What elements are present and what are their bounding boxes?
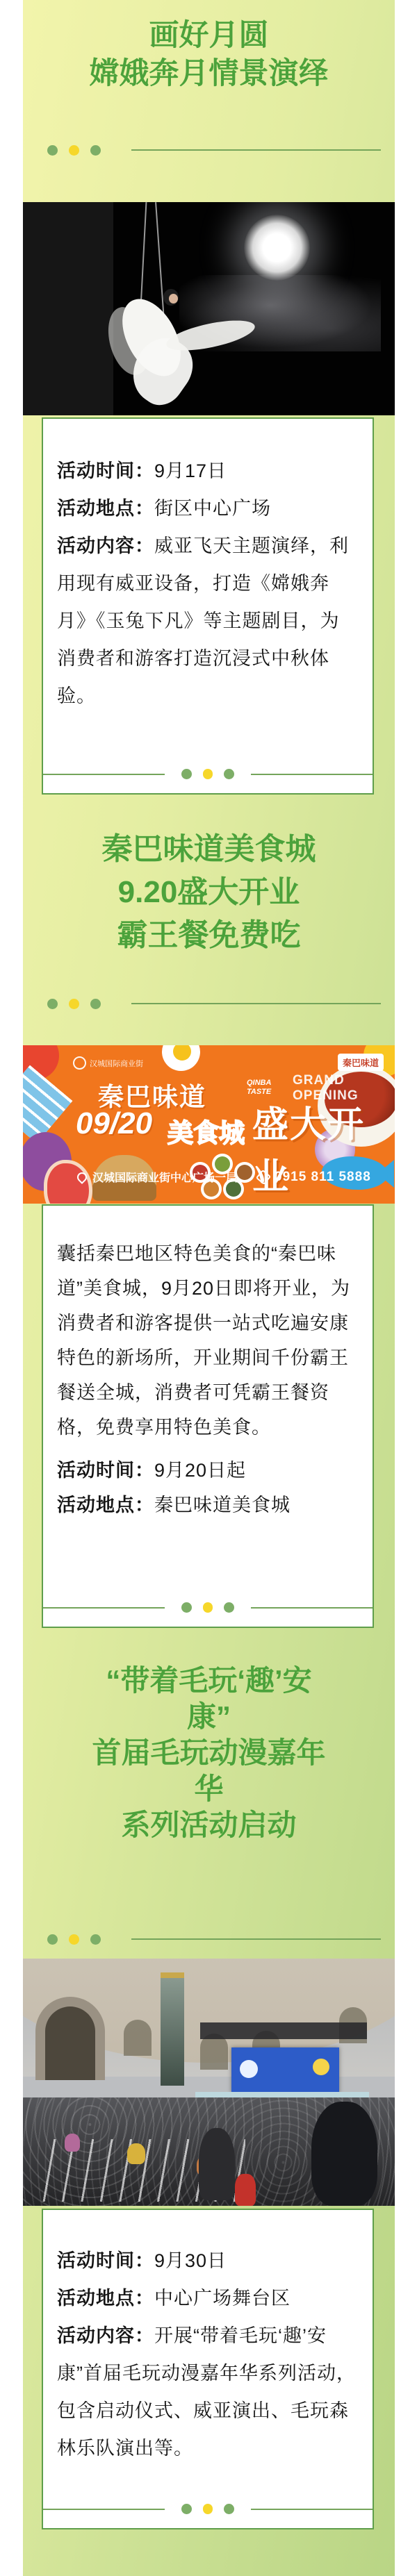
moon-performance-photo[interactable] (23, 202, 395, 415)
divider-dot-green (47, 145, 58, 156)
event-card-3 (42, 2209, 374, 2529)
location-pin-icon (75, 1170, 89, 1184)
title-line: 华 (194, 1772, 224, 1805)
org-logo: 汉城国际商业街 (73, 1056, 143, 1070)
event-content-label: 活动内容： (57, 535, 154, 556)
section3-title (23, 1663, 395, 1843)
title-line: 康” (186, 1700, 231, 1733)
crowd (23, 2097, 395, 2206)
event-content-value: 威亚飞天主题演绎，利用现有威亚设备，打造《嫦娥奔月》《玉兔下凡》等主题剧目，为消费者和游客打造沉浸式中秋体验。 (57, 535, 349, 706)
title-line: “带着毛玩‘趣’安 (106, 1664, 312, 1697)
event-card-2 (42, 1204, 374, 1628)
event-place-label: 活动地点： (57, 498, 154, 519)
divider-dot-green (90, 145, 101, 156)
event-time-value: 9月17日 (154, 460, 227, 481)
title-line: 秦巴味道美食城 (101, 832, 316, 866)
title-line: 嫦娥奔月情景演绎 (89, 57, 329, 90)
glass-elevator-tower (161, 1972, 184, 2086)
card-divider (43, 2504, 373, 2514)
banner-opening: 盛大开业 (252, 1105, 366, 1197)
banner-venue: 美食城 (167, 1119, 245, 1147)
person-silhouette (199, 2128, 235, 2200)
title-line: 画好月圆 (149, 19, 269, 52)
title-line: 首届毛玩动漫嘉年 (92, 1736, 326, 1769)
title-line: 9.20盛大开业 (117, 875, 300, 909)
section2-title (23, 828, 395, 957)
title-divider (47, 1934, 381, 1945)
card-divider (43, 1602, 373, 1613)
event-place-row: 活动地点：中心广场舞台区 (57, 2288, 291, 2309)
event-content-row: 活动内容：开展“带着毛玩‘趣’安康”首届毛玩动漫嘉年华系列活动，包含启动仪式、威亚演出、毛玩森林乐队演出等。 (57, 2325, 356, 2459)
section1-title (23, 17, 395, 93)
banner-footer (77, 1169, 371, 1185)
banner-date: 09/20 (76, 1106, 153, 1140)
content-column (23, 0, 395, 2576)
event-time-label: 活动时间： (57, 460, 154, 481)
stage-light-truss (200, 2022, 367, 2039)
banner-brand: 秦巴味道 (98, 1083, 206, 1111)
event-place-row (57, 490, 359, 527)
card-divider (43, 769, 373, 779)
event-content-row (57, 527, 359, 715)
title-divider (47, 144, 381, 156)
event-card-1 (42, 417, 374, 795)
stone-arch (35, 1997, 105, 2080)
banner-phone: 0915 811 5888 (275, 1169, 371, 1184)
aerial-performer (106, 285, 259, 404)
title-divider (47, 998, 381, 1009)
event-paragraph: 囊括秦巴地区特色美食的“秦巴味道”美食城，9月20日即将开业，为消费者和游客提供一站式吃遍安康特色的新场所，开业期间千份霸王餐送全城，消费者可凭霸王餐资格，免费享用特色美食。 (57, 1243, 351, 1438)
photo-shade (23, 202, 113, 415)
moon-glow (244, 215, 310, 281)
event-place-value: 街区中心广场 (154, 498, 271, 519)
title-line: 霸王餐免费吃 (117, 918, 301, 952)
brand-seal: 秦巴味道 (338, 1054, 384, 1071)
event-time-row: 活动时间：9月30日 (57, 2250, 227, 2271)
divider-line (131, 149, 381, 151)
org-logo-icon (73, 1056, 86, 1070)
child-in-red (235, 2174, 256, 2206)
event-time-row (57, 452, 359, 490)
food-city-banner[interactable] (23, 1045, 395, 1204)
carnival-crowd-photo[interactable] (23, 1959, 395, 2206)
led-screen (231, 2047, 339, 2093)
divider-dot-yellow (69, 145, 79, 156)
banner-address: 汉城国际商业街中心广场一层 (92, 1172, 238, 1184)
banner-brand-en: QINBA TASTE (247, 1079, 272, 1096)
banner-opening-en: GRAND OPENING (293, 1073, 359, 1103)
event-time-row: 活动时间：9月20日起 (57, 1460, 247, 1481)
person-silhouette (311, 2102, 377, 2206)
phone-icon (256, 1169, 272, 1185)
title-line: 系列活动启动 (121, 1809, 297, 1841)
event-place-row: 活动地点：秦巴味道美食城 (57, 1495, 291, 1515)
